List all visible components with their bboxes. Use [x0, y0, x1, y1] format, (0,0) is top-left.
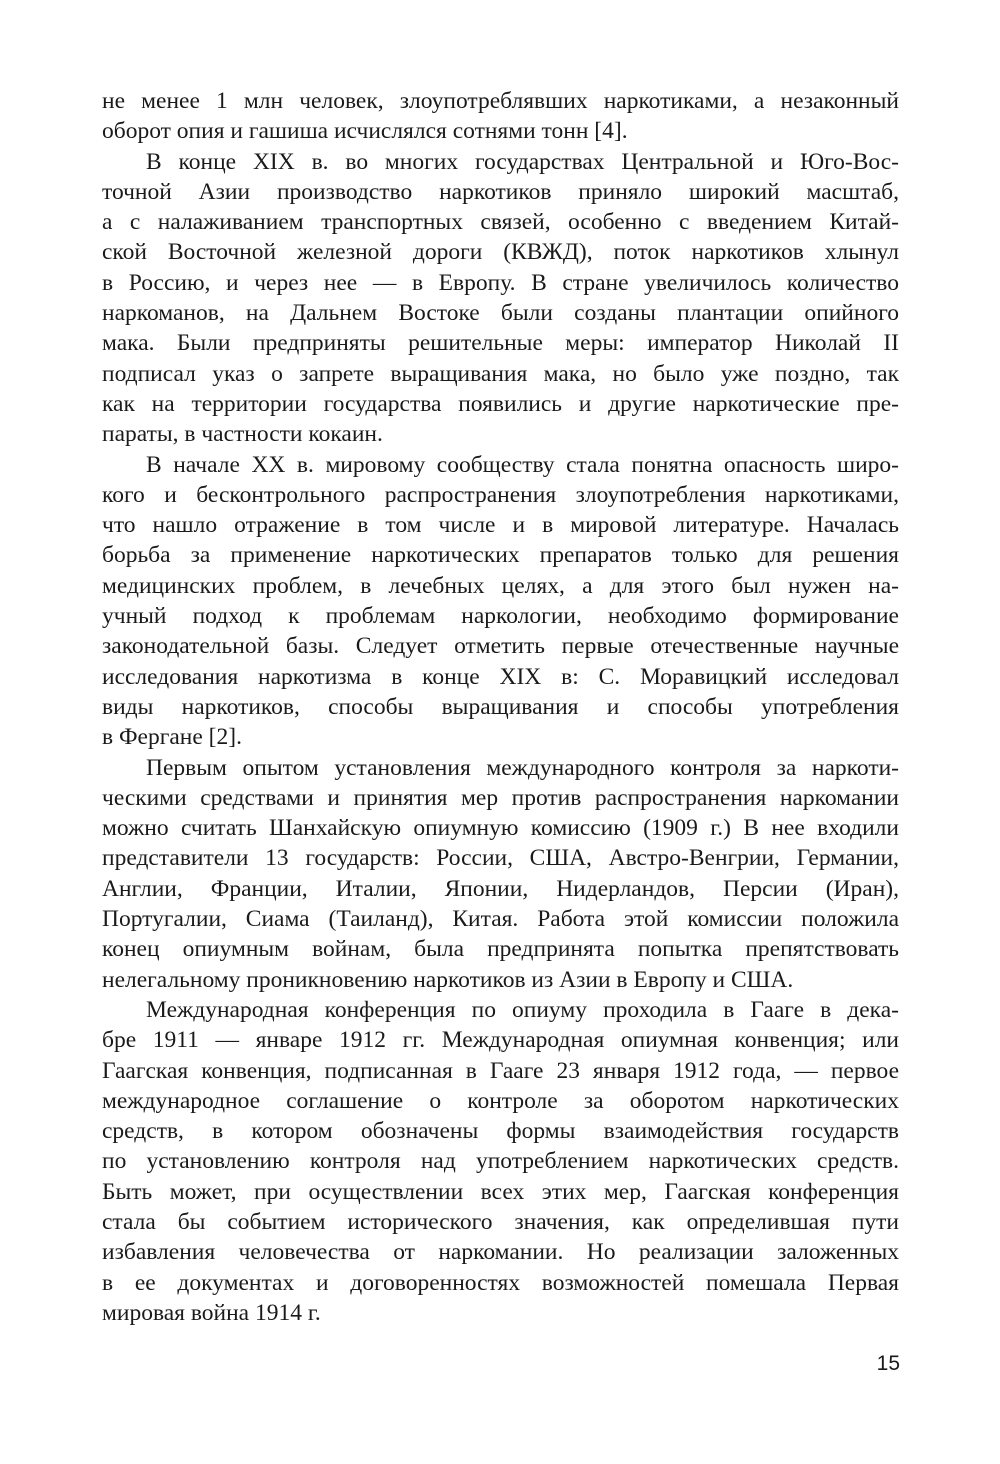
- text-line: международное соглашение о контроле за оборотом наркотических: [102, 1087, 899, 1114]
- text-line: можно считать Шанхайскую опиумную комиссию (1909 г.) В нее входили: [102, 815, 899, 842]
- text-line: оборот опия и гашиша исчислялся сотнями тонн [4].: [102, 118, 628, 145]
- text-line: мака. Были предприняты решительные меры: император Николай II: [102, 330, 899, 357]
- text-line: Международная конференция по опиуму проходила в Гааге в дека-: [146, 996, 899, 1023]
- text-line: В конце XIX в. во многих государствах Центральной и Юго-Вос-: [146, 148, 899, 175]
- text-line: представители 13 государств: России, США, Австро-Венгрии, Германии,: [102, 845, 899, 872]
- paragraph-5: [102, 995, 899, 1328]
- text-line: средств, в котором обозначены формы взаимодействия государств: [102, 1118, 899, 1145]
- text-line: Первым опытом установления международного контроля за наркоти-: [146, 754, 899, 781]
- paragraph-1: [102, 86, 899, 147]
- text-line: Англии, Франции, Италии, Японии, Нидерландов, Персии (Иран),: [102, 875, 899, 902]
- text-line: бре 1911 — январе 1912 гг. Международная опиумная конвенция; или: [102, 1027, 899, 1054]
- text-line: в ее документах и договоренностях возможностей помешала Первая: [102, 1269, 899, 1296]
- text-line: законодательной базы. Следует отметить первые отечественные научные: [102, 633, 899, 660]
- paragraph-4: [102, 753, 899, 995]
- text-line: учный подход к проблемам наркологии, необходимо формирование: [102, 603, 899, 630]
- text-line: нелегальному проникновению наркотиков из Азии в Европу и США.: [102, 966, 794, 993]
- text-line: борьба за применение наркотических препаратов только для решения: [102, 542, 899, 569]
- text-line: точной Азии производство наркотиков приняло широкий масштаб,: [102, 178, 899, 205]
- text-line: ской Восточной железной дороги (КВЖД), поток наркотиков хлынул: [102, 239, 899, 266]
- page-number: 15: [876, 1352, 900, 1375]
- text-line: стала бы событием исторического значения, как определившая пути: [102, 1208, 899, 1235]
- text-line: не менее 1 млн человек, злоупотреблявших наркотиками, а незаконный: [102, 88, 899, 114]
- text-line: а с налаживанием транспортных связей, особенно с введением Китай-: [102, 209, 899, 236]
- text-line: Быть может, при осуществлении всех этих мер, Гаагская конференция: [102, 1178, 899, 1205]
- body-text: [102, 86, 899, 1328]
- text-line: медицинских проблем, в лечебных целях, а для этого был нужен на-: [102, 572, 899, 599]
- paragraph-3: [102, 450, 899, 753]
- text-line: В начале XX в. мировому сообществу стала понятна опасность широ-: [146, 451, 899, 478]
- text-line: виды наркотиков, способы выращивания и способы употребления: [102, 693, 899, 720]
- text-line: избавления человечества от наркомании. Но реализации заложенных: [102, 1239, 899, 1266]
- text-line: ческими средствами и принятия мер против распространения наркомании: [102, 784, 899, 811]
- text-line: параты, в частности кокаин.: [102, 421, 383, 448]
- text-line: в Россию, и через нее — в Европу. В стране увеличилось количество: [102, 269, 899, 296]
- text-line: исследования наркотизма в конце XIX в: С. Моравицкий исследовал: [102, 663, 899, 690]
- text-line: конец опиумным войнам, была предпринята попытка препятствовать: [102, 936, 899, 963]
- text-line: подписал указ о запрете выращивания мака, но было уже поздно, так: [102, 360, 899, 387]
- text-line: наркоманов, на Дальнем Востоке были созданы плантации опийного: [102, 300, 899, 327]
- text-line: Португалии, Сиама (Таиланд), Китая. Работа этой комиссии положила: [102, 906, 899, 933]
- text-line: что нашло отражение в том числе и в мировой литературе. Началась: [102, 512, 899, 539]
- text-line: кого и бесконтрольного распространения злоупотребления наркотиками,: [102, 481, 899, 508]
- text-line: мировая война 1914 г.: [102, 1299, 321, 1326]
- text-line: в Фергане [2].: [102, 724, 242, 751]
- text-line: по установлению контроля над употреблением наркотических средств.: [102, 1148, 899, 1175]
- paragraph-2: [102, 147, 899, 450]
- text-line: как на территории государства появились и другие наркотические пре-: [102, 390, 899, 417]
- text-line: Гаагская конвенция, подписанная в Гааге 23 января 1912 года, — первое: [102, 1057, 899, 1084]
